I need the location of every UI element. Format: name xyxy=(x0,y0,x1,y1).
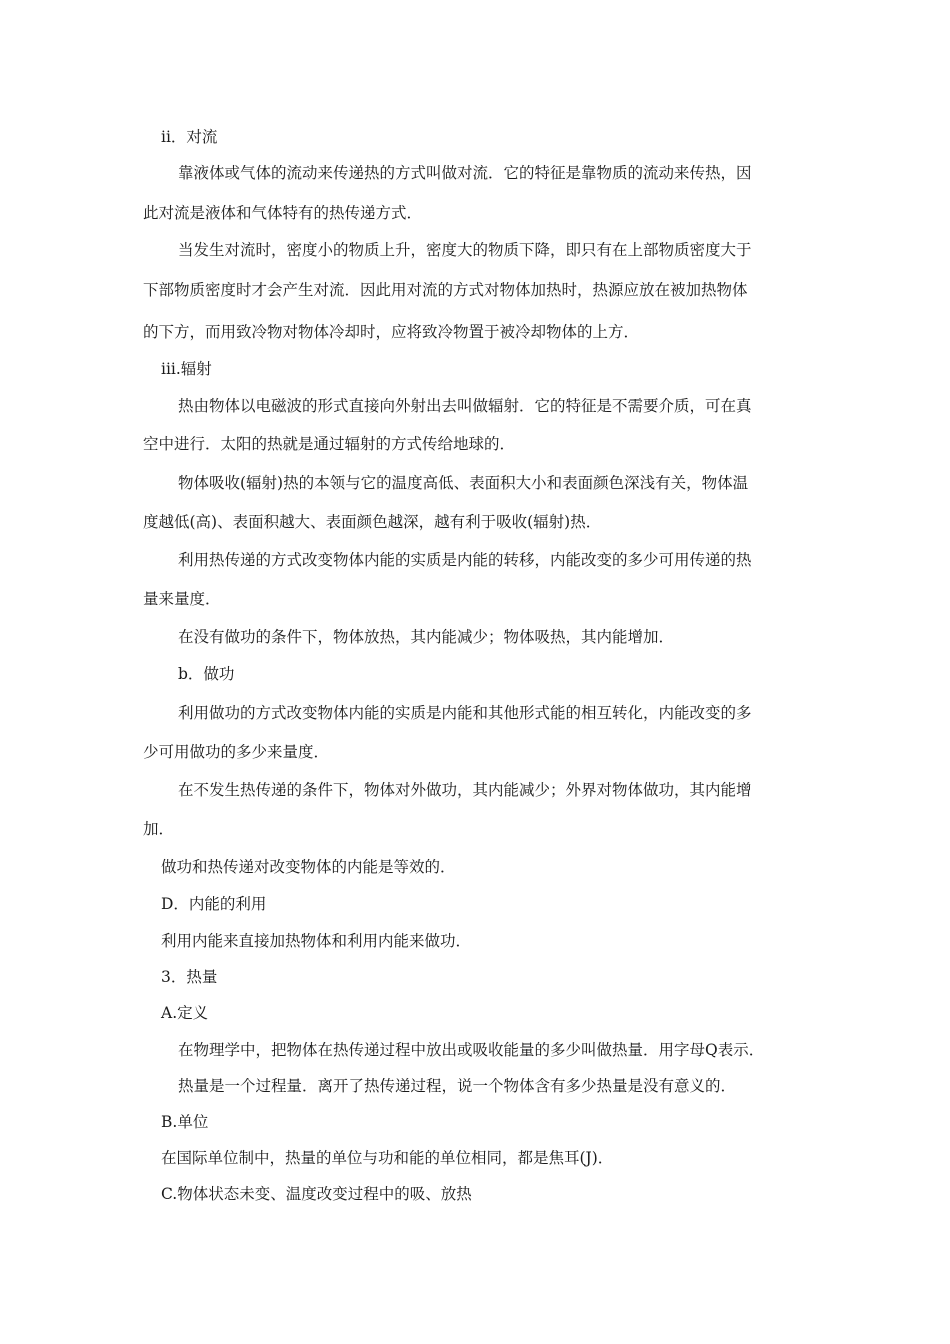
heading-internal-energy-use: D．内能的利用 xyxy=(161,895,267,913)
heading-work: b．做功 xyxy=(178,665,235,683)
heading-heat: 3．热量 xyxy=(161,968,218,986)
paragraph-line: 做功和热传递对改变物体的内能是等效的． xyxy=(161,858,456,876)
paragraph-line: 利用热传递的方式改变物体内能的实质是内能的转移，内能改变的多少可用传递的热 xyxy=(178,551,752,569)
paragraph-line: 的下方，而用致冷物对物体冷却时，应将致冷物置于被冷却物体的上方． xyxy=(143,323,640,341)
heading-convection: ii．对流 xyxy=(161,128,218,146)
heading-radiation: iii.辐射 xyxy=(161,360,212,378)
paragraph-line: 少可用做功的多少来量度． xyxy=(143,743,330,761)
heading-definition: A.定义 xyxy=(161,1004,209,1022)
paragraph-line: 下部物质密度时才会产生对流．因此用对流的方式对物体加热时，热源应放在被加热物体 xyxy=(143,281,748,299)
paragraph-line: 在国际单位制中，热量的单位与功和能的单位相同，都是焦耳(J)． xyxy=(161,1149,614,1167)
paragraph-line: 物体吸收(辐射)热的本领与它的温度高低、表面积大小和表面颜色深浅有关，物体温 xyxy=(178,474,749,492)
paragraph-line: 当发生对流时，密度小的物质上升，密度大的物质下降，即只有在上部物质密度大于 xyxy=(178,241,752,259)
paragraph-line: 热量是一个过程量．离开了热传递过程，说一个物体含有多少热量是没有意义的． xyxy=(178,1077,737,1095)
paragraph-line: 利用做功的方式改变物体内能的实质是内能和其他形式能的相互转化，内能改变的多 xyxy=(178,704,752,722)
paragraph-line: 在物理学中，把物体在热传递过程中放出或吸收能量的多少叫做热量．用字母Q表示． xyxy=(178,1041,765,1059)
paragraph-line: 在没有做功的条件下，物体放热，其内能减少；物体吸热，其内能增加． xyxy=(178,628,675,646)
paragraph-line: 加． xyxy=(143,820,175,838)
heading-state-unchanged: C.物体状态未变、温度改变过程中的吸、放热 xyxy=(161,1185,472,1203)
paragraph-line: 此对流是液体和气体特有的热传递方式． xyxy=(143,204,423,222)
paragraph-line: 热由物体以电磁波的形式直接向外射出去叫做辐射．它的特征是不需要介质，可在真 xyxy=(178,397,752,415)
heading-unit: B.单位 xyxy=(161,1113,209,1131)
paragraph-line: 量来量度． xyxy=(143,590,221,608)
paragraph-line: 利用内能来直接加热物体和利用内能来做功． xyxy=(161,932,472,950)
paragraph-line: 空中进行．太阳的热就是通过辐射的方式传给地球的． xyxy=(143,435,516,453)
paragraph-line: 靠液体或气体的流动来传递热的方式叫做对流．它的特征是靠物质的流动来传热，因 xyxy=(178,164,752,182)
paragraph-line: 度越低(高)、表面积越大、表面颜色越深，越有利于吸收(辐射)热． xyxy=(143,513,602,531)
paragraph-line: 在不发生热传递的条件下，物体对外做功，其内能减少；外界对物体做功，其内能增 xyxy=(178,781,752,799)
